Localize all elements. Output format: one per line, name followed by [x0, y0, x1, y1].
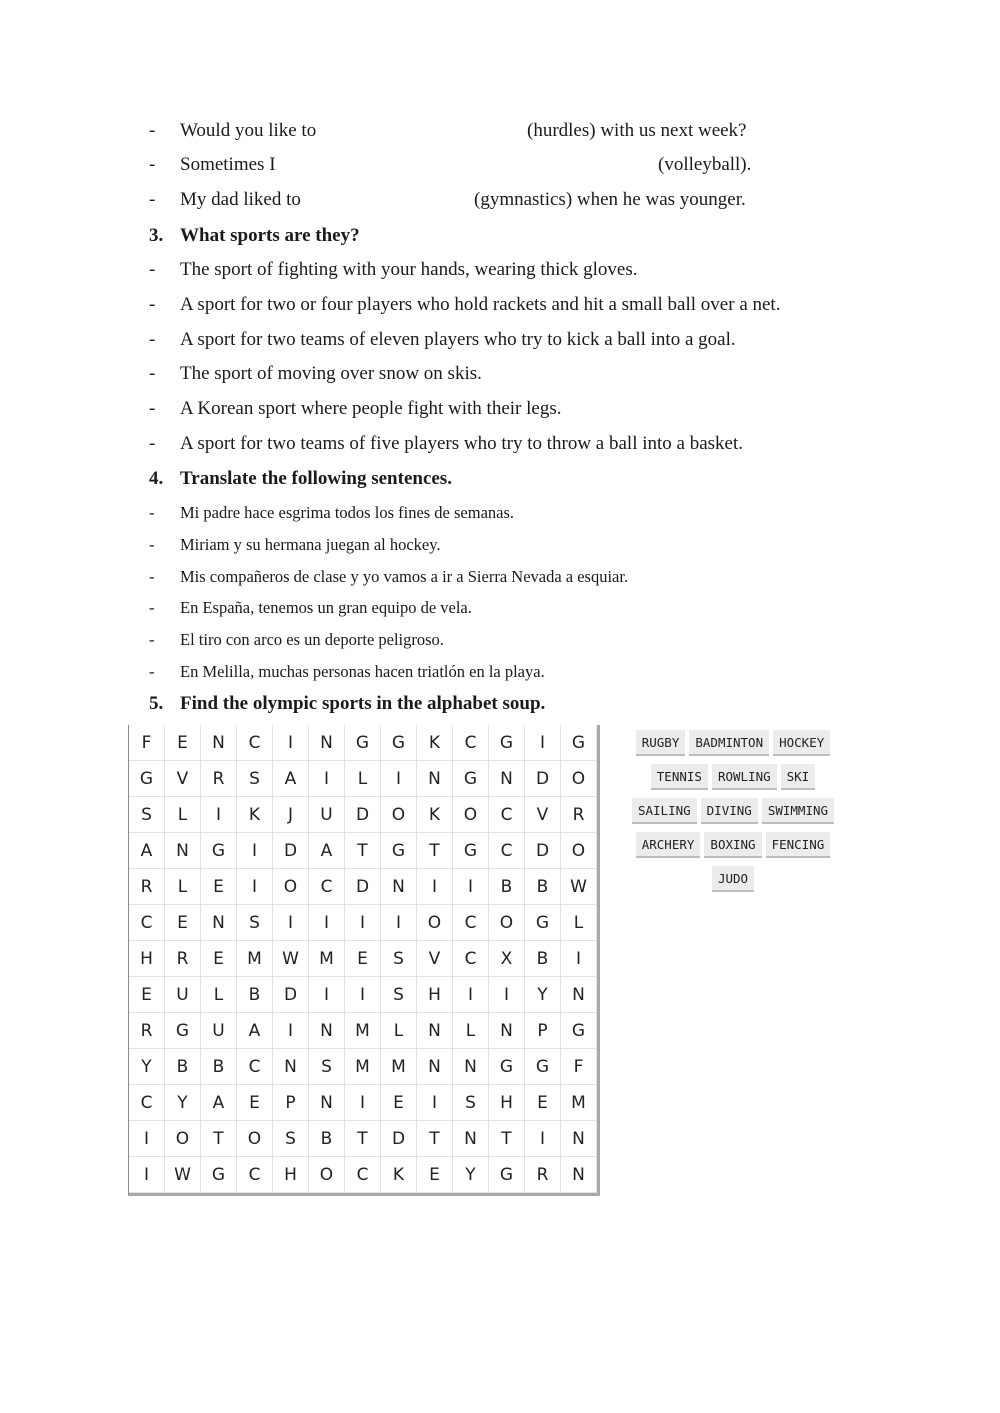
- grid-letter-cell[interactable]: S: [309, 1049, 345, 1085]
- grid-letter-cell[interactable]: C: [453, 905, 489, 941]
- grid-letter-cell[interactable]: A: [201, 1085, 237, 1121]
- grid-letter-cell[interactable]: C: [129, 905, 165, 941]
- word-bank-tag[interactable]: DIVING: [701, 798, 758, 824]
- grid-letter-cell[interactable]: N: [309, 1085, 345, 1121]
- grid-letter-cell[interactable]: N: [201, 725, 237, 761]
- sentence-start: Sometimes I: [180, 154, 276, 175]
- grid-letter-cell[interactable]: G: [489, 1049, 525, 1085]
- grid-letter-cell[interactable]: U: [201, 1013, 237, 1049]
- grid-letter-cell[interactable]: S: [273, 1121, 309, 1157]
- grid-letter-cell[interactable]: S: [381, 977, 417, 1013]
- bullet-dash: -: [149, 662, 155, 681]
- grid-letter-cell[interactable]: E: [381, 1085, 417, 1121]
- grid-letter-cell[interactable]: H: [489, 1085, 525, 1121]
- list-item-text: En España, tenemos un gran equipo de vela.: [180, 598, 472, 617]
- grid-letter-cell[interactable]: O: [165, 1121, 201, 1157]
- grid-letter-cell[interactable]: U: [165, 977, 201, 1013]
- grid-letter-cell[interactable]: T: [201, 1121, 237, 1157]
- grid-letter-cell[interactable]: D: [525, 761, 561, 797]
- sentence-start: My dad liked to: [180, 189, 301, 210]
- sentence-hint: (volleyball).: [658, 154, 752, 175]
- grid-letter-cell[interactable]: N: [417, 1049, 453, 1085]
- grid-letter-cell[interactable]: M: [345, 1049, 381, 1085]
- grid-letter-cell[interactable]: L: [201, 977, 237, 1013]
- grid-letter-cell[interactable]: M: [345, 1013, 381, 1049]
- grid-letter-cell[interactable]: D: [273, 833, 309, 869]
- grid-letter-cell[interactable]: A: [309, 833, 345, 869]
- word-bank-tag[interactable]: FENCING: [766, 832, 831, 858]
- grid-letter-cell[interactable]: I: [237, 833, 273, 869]
- grid-letter-cell[interactable]: B: [525, 941, 561, 977]
- grid-letter-cell[interactable]: N: [309, 725, 345, 761]
- bullet-dash: -: [149, 329, 156, 350]
- grid-letter-cell[interactable]: I: [525, 1121, 561, 1157]
- section-number: 4.: [149, 468, 164, 489]
- grid-letter-cell[interactable]: I: [453, 869, 489, 905]
- section-title: Find the olympic sports in the alphabet soup.: [180, 693, 546, 714]
- grid-letter-cell[interactable]: I: [489, 977, 525, 1013]
- grid-letter-cell[interactable]: G: [381, 725, 417, 761]
- grid-letter-cell[interactable]: L: [345, 761, 381, 797]
- section-3-heading: [149, 225, 360, 247]
- grid-letter-cell[interactable]: C: [489, 797, 525, 833]
- grid-letter-cell[interactable]: S: [237, 761, 273, 797]
- grid-letter-cell[interactable]: U: [309, 797, 345, 833]
- word-bank-tag[interactable]: RUGBY: [636, 730, 686, 756]
- bullet-dash: -: [149, 567, 155, 586]
- word-bank-tag[interactable]: BOXING: [704, 832, 761, 858]
- word-bank-tag[interactable]: HOCKEY: [773, 730, 830, 756]
- grid-letter-cell[interactable]: V: [417, 941, 453, 977]
- grid-letter-cell[interactable]: G: [525, 905, 561, 941]
- grid-letter-cell[interactable]: C: [489, 833, 525, 869]
- list-item-text: A sport for two or four players who hold rackets and hit a small ball over a net.: [180, 294, 781, 315]
- section-title: Translate the following sentences.: [180, 468, 452, 489]
- grid-letter-cell[interactable]: L: [561, 905, 597, 941]
- grid-letter-cell[interactable]: I: [525, 725, 561, 761]
- grid-letter-cell[interactable]: Y: [129, 1049, 165, 1085]
- grid-letter-cell[interactable]: B: [525, 869, 561, 905]
- grid-letter-cell[interactable]: N: [273, 1049, 309, 1085]
- grid-letter-cell[interactable]: D: [525, 833, 561, 869]
- grid-letter-cell[interactable]: O: [453, 797, 489, 833]
- grid-letter-cell[interactable]: N: [489, 761, 525, 797]
- grid-letter-cell[interactable]: G: [489, 725, 525, 761]
- bullet-dash: -: [149, 398, 156, 419]
- grid-letter-cell[interactable]: I: [129, 1157, 165, 1193]
- word-bank-tag[interactable]: BADMINTON: [689, 730, 769, 756]
- list-item-text: El tiro con arco es un deporte peligroso.: [180, 630, 444, 649]
- grid-letter-cell[interactable]: O: [489, 905, 525, 941]
- grid-letter-cell[interactable]: C: [129, 1085, 165, 1121]
- grid-letter-cell[interactable]: N: [201, 905, 237, 941]
- grid-letter-cell[interactable]: N: [453, 1121, 489, 1157]
- list-item-text: The sport of fighting with your hands, wearing thick gloves.: [180, 259, 638, 280]
- word-bank-row: [616, 730, 850, 756]
- list-item-text: Mi padre hace esgrima todos los fines de semanas.: [180, 503, 515, 522]
- word-bank-row: [616, 866, 850, 892]
- grid-letter-cell[interactable]: H: [273, 1157, 309, 1193]
- grid-letter-cell[interactable]: O: [273, 869, 309, 905]
- grid-letter-cell[interactable]: M: [309, 941, 345, 977]
- grid-letter-cell[interactable]: B: [237, 977, 273, 1013]
- grid-letter-cell[interactable]: G: [453, 833, 489, 869]
- grid-letter-cell[interactable]: G: [381, 833, 417, 869]
- grid-letter-cell[interactable]: C: [237, 1049, 273, 1085]
- grid-letter-cell[interactable]: E: [201, 869, 237, 905]
- grid-letter-cell[interactable]: T: [489, 1121, 525, 1157]
- grid-letter-cell[interactable]: S: [453, 1085, 489, 1121]
- grid-letter-cell[interactable]: L: [165, 869, 201, 905]
- grid-letter-cell[interactable]: I: [309, 905, 345, 941]
- grid-letter-cell[interactable]: G: [525, 1049, 561, 1085]
- grid-letter-cell[interactable]: E: [237, 1085, 273, 1121]
- list-item-text: A sport for two teams of five players who try to throw a ball into a basket.: [180, 433, 744, 454]
- grid-letter-cell[interactable]: E: [129, 977, 165, 1013]
- grid-letter-cell[interactable]: J: [273, 797, 309, 833]
- grid-letter-cell[interactable]: I: [201, 797, 237, 833]
- list-item-text: A sport for two teams of eleven players who try to kick a ball into a goal.: [180, 329, 736, 350]
- grid-letter-cell[interactable]: V: [525, 797, 561, 833]
- grid-letter-cell[interactable]: I: [561, 941, 597, 977]
- grid-letter-cell[interactable]: B: [309, 1121, 345, 1157]
- grid-letter-cell[interactable]: E: [165, 725, 201, 761]
- grid-letter-cell[interactable]: O: [381, 797, 417, 833]
- grid-letter-cell[interactable]: G: [129, 761, 165, 797]
- list-item-text: Mis compañeros de clase y yo vamos a ir a Sierra Nevada a esquiar.: [180, 567, 629, 586]
- word-bank-row: [616, 764, 850, 790]
- grid-letter-cell[interactable]: M: [381, 1049, 417, 1085]
- grid-letter-cell[interactable]: I: [417, 1085, 453, 1121]
- word-bank-row: [616, 832, 850, 858]
- grid-letter-cell[interactable]: I: [453, 977, 489, 1013]
- grid-letter-cell[interactable]: L: [381, 1013, 417, 1049]
- bullet-dash: -: [149, 535, 155, 554]
- grid-letter-cell[interactable]: G: [561, 725, 597, 761]
- sentence-start: Would you like to: [180, 120, 317, 141]
- section-title: What sports are they?: [180, 225, 360, 246]
- grid-letter-cell[interactable]: H: [417, 977, 453, 1013]
- grid-letter-cell[interactable]: Y: [165, 1085, 201, 1121]
- word-bank: [616, 730, 850, 900]
- grid-letter-cell[interactable]: G: [561, 1013, 597, 1049]
- grid-letter-cell[interactable]: C: [453, 725, 489, 761]
- word-bank-tag[interactable]: ROWLING: [712, 764, 777, 790]
- section-5-heading: [149, 693, 545, 715]
- section-number: 5.: [149, 693, 164, 714]
- grid-letter-cell[interactable]: N: [489, 1013, 525, 1049]
- grid-letter-cell[interactable]: I: [345, 977, 381, 1013]
- grid-letter-cell[interactable]: N: [561, 1121, 597, 1157]
- grid-letter-cell[interactable]: G: [201, 833, 237, 869]
- bullet-dash: -: [149, 598, 155, 617]
- grid-letter-cell[interactable]: C: [237, 725, 273, 761]
- grid-letter-cell[interactable]: N: [309, 1013, 345, 1049]
- grid-letter-cell[interactable]: A: [129, 833, 165, 869]
- word-bank-tag[interactable]: TENNIS: [651, 764, 708, 790]
- grid-letter-cell[interactable]: I: [381, 761, 417, 797]
- grid-letter-cell[interactable]: E: [417, 1157, 453, 1193]
- grid-letter-cell[interactable]: N: [381, 869, 417, 905]
- section-number: 3.: [149, 225, 164, 246]
- grid-letter-cell[interactable]: T: [345, 833, 381, 869]
- grid-letter-cell[interactable]: X: [489, 941, 525, 977]
- grid-letter-cell[interactable]: C: [345, 1157, 381, 1193]
- grid-letter-cell[interactable]: P: [273, 1085, 309, 1121]
- grid-letter-cell[interactable]: R: [129, 869, 165, 905]
- grid-letter-cell[interactable]: C: [453, 941, 489, 977]
- grid-letter-cell[interactable]: W: [165, 1157, 201, 1193]
- grid-letter-cell[interactable]: F: [561, 1049, 597, 1085]
- list-item-text: En Melilla, muchas personas hacen triatlón en la playa.: [180, 662, 545, 681]
- bullet-dash: -: [149, 154, 156, 175]
- grid-letter-cell[interactable]: O: [561, 761, 597, 797]
- grid-letter-cell[interactable]: N: [561, 977, 597, 1013]
- list-item-text: The sport of moving over snow on skis.: [180, 363, 482, 384]
- bullet-dash: -: [149, 503, 155, 522]
- word-bank-tag[interactable]: ARCHERY: [636, 832, 701, 858]
- grid-letter-cell[interactable]: I: [273, 725, 309, 761]
- grid-letter-cell[interactable]: N: [165, 833, 201, 869]
- word-search-grid: [128, 725, 600, 1196]
- grid-letter-cell[interactable]: K: [237, 797, 273, 833]
- grid-letter-cell[interactable]: L: [453, 1013, 489, 1049]
- grid-letter-cell[interactable]: I: [345, 1085, 381, 1121]
- grid-letter-cell[interactable]: O: [309, 1157, 345, 1193]
- grid-letter-cell[interactable]: O: [237, 1121, 273, 1157]
- grid-letter-cell[interactable]: M: [237, 941, 273, 977]
- grid-letter-cell[interactable]: N: [453, 1049, 489, 1085]
- grid-letter-cell[interactable]: I: [309, 977, 345, 1013]
- grid-letter-cell[interactable]: I: [309, 761, 345, 797]
- section-4-heading: [149, 468, 452, 490]
- grid-letter-cell[interactable]: R: [129, 1013, 165, 1049]
- grid-letter-cell[interactable]: E: [345, 941, 381, 977]
- bullet-dash: -: [149, 259, 156, 280]
- grid-letter-cell[interactable]: R: [201, 761, 237, 797]
- grid-letter-cell[interactable]: K: [381, 1157, 417, 1193]
- grid-letter-cell[interactable]: M: [561, 1085, 597, 1121]
- list-item-text: A Korean sport where people fight with their legs.: [180, 398, 562, 419]
- word-bank-tag[interactable]: SAILING: [632, 798, 697, 824]
- bullet-dash: -: [149, 120, 156, 141]
- grid-letter-cell[interactable]: F: [129, 725, 165, 761]
- grid-letter-cell[interactable]: D: [273, 977, 309, 1013]
- grid-letter-cell[interactable]: O: [417, 905, 453, 941]
- grid-letter-cell[interactable]: W: [273, 941, 309, 977]
- grid-letter-cell[interactable]: R: [561, 797, 597, 833]
- grid-letter-cell[interactable]: G: [453, 761, 489, 797]
- grid-letter-cell[interactable]: I: [381, 905, 417, 941]
- grid-letter-cell[interactable]: I: [273, 905, 309, 941]
- word-bank-tag[interactable]: JUDO: [712, 866, 754, 892]
- grid-letter-cell[interactable]: I: [237, 869, 273, 905]
- grid-letter-cell[interactable]: Y: [453, 1157, 489, 1193]
- grid-letter-cell[interactable]: T: [417, 833, 453, 869]
- grid-letter-cell[interactable]: A: [237, 1013, 273, 1049]
- word-bank-row: [616, 798, 850, 824]
- list-item-text: Miriam y su hermana juegan al hockey.: [180, 535, 441, 554]
- grid-letter-cell[interactable]: D: [345, 797, 381, 833]
- grid-letter-cell[interactable]: S: [129, 797, 165, 833]
- grid-letter-cell[interactable]: R: [165, 941, 201, 977]
- grid-letter-cell[interactable]: B: [201, 1049, 237, 1085]
- grid-letter-cell[interactable]: D: [345, 869, 381, 905]
- grid-letter-cell[interactable]: E: [201, 941, 237, 977]
- grid-letter-cell[interactable]: W: [561, 869, 597, 905]
- grid-letter-cell[interactable]: E: [165, 905, 201, 941]
- grid-letter-cell[interactable]: N: [417, 761, 453, 797]
- bullet-dash: -: [149, 294, 156, 315]
- grid-letter-cell[interactable]: H: [129, 941, 165, 977]
- grid-letter-cell[interactable]: E: [525, 1085, 561, 1121]
- grid-letter-cell[interactable]: S: [237, 905, 273, 941]
- grid-letter-cell[interactable]: O: [561, 833, 597, 869]
- grid-letter-cell[interactable]: G: [345, 725, 381, 761]
- grid-letter-cell[interactable]: N: [417, 1013, 453, 1049]
- grid-letter-cell[interactable]: I: [345, 905, 381, 941]
- word-bank-tag[interactable]: SWIMMING: [762, 798, 834, 824]
- grid-letter-cell[interactable]: I: [417, 869, 453, 905]
- grid-letter-cell[interactable]: C: [237, 1157, 273, 1193]
- grid-letter-cell[interactable]: K: [417, 725, 453, 761]
- grid-letter-cell[interactable]: B: [489, 869, 525, 905]
- bullet-dash: -: [149, 433, 156, 454]
- grid-letter-cell[interactable]: B: [165, 1049, 201, 1085]
- grid-letter-cell[interactable]: G: [489, 1157, 525, 1193]
- bullet-dash: -: [149, 363, 156, 384]
- sentence-hint: (gymnastics) when he was younger.: [474, 189, 746, 210]
- grid-letter-cell[interactable]: G: [201, 1157, 237, 1193]
- grid-letter-cell[interactable]: G: [165, 1013, 201, 1049]
- grid-letter-cell[interactable]: D: [381, 1121, 417, 1157]
- sentence-hint: (hurdles) with us next week?: [527, 120, 747, 141]
- grid-letter-cell[interactable]: L: [165, 797, 201, 833]
- grid-letter-cell[interactable]: T: [417, 1121, 453, 1157]
- word-bank-tag[interactable]: SKI: [781, 764, 816, 790]
- grid-letter-cell[interactable]: K: [417, 797, 453, 833]
- grid-letter-cell[interactable]: P: [525, 1013, 561, 1049]
- grid-letter-cell[interactable]: N: [561, 1157, 597, 1193]
- grid-letter-cell[interactable]: A: [273, 761, 309, 797]
- grid-letter-cell[interactable]: T: [345, 1121, 381, 1157]
- bullet-dash: -: [149, 189, 156, 210]
- grid-letter-cell[interactable]: C: [309, 869, 345, 905]
- grid-letter-cell[interactable]: V: [165, 761, 201, 797]
- bullet-dash: -: [149, 630, 155, 649]
- grid-letter-cell[interactable]: R: [525, 1157, 561, 1193]
- grid-letter-cell[interactable]: Y: [525, 977, 561, 1013]
- grid-letter-cell[interactable]: S: [381, 941, 417, 977]
- grid-letter-cell[interactable]: I: [273, 1013, 309, 1049]
- grid-letter-cell[interactable]: I: [129, 1121, 165, 1157]
